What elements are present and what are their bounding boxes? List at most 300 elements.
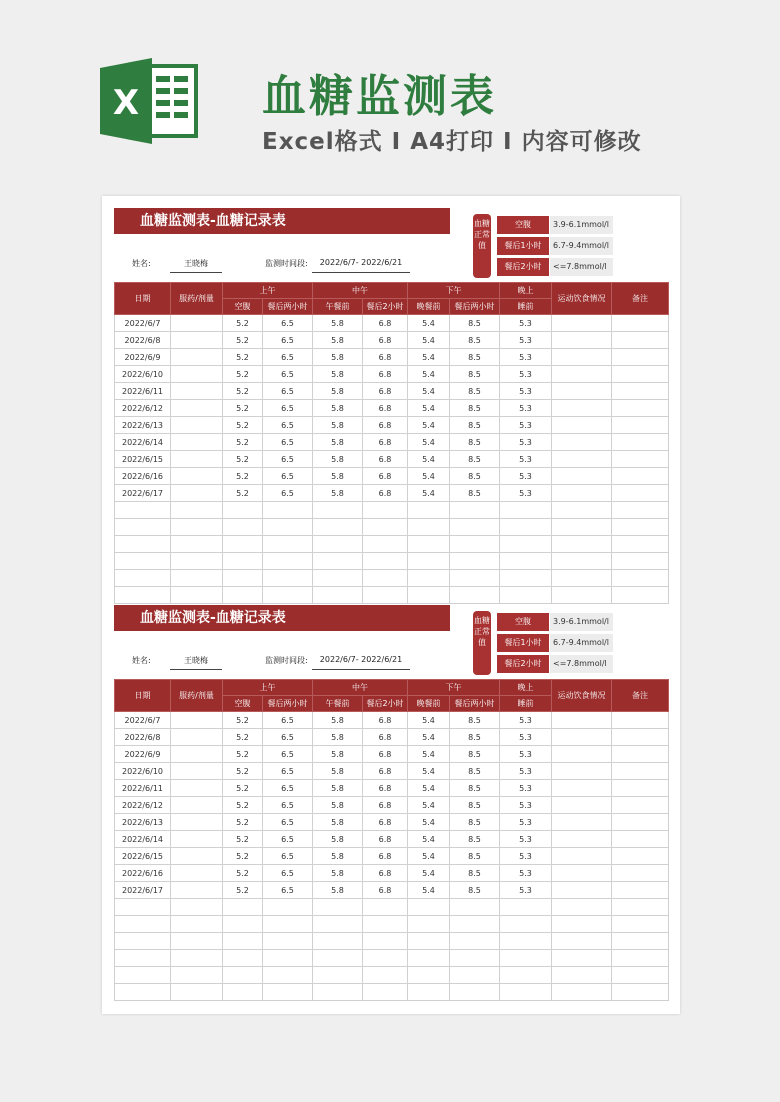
table-cell[interactable] <box>552 434 612 451</box>
table-cell[interactable] <box>313 950 363 967</box>
table-cell[interactable] <box>612 366 669 383</box>
table-cell[interactable]: 6.8 <box>363 865 408 882</box>
table-cell[interactable]: 6.8 <box>363 434 408 451</box>
table-cell[interactable] <box>223 502 263 519</box>
table-cell[interactable] <box>612 434 669 451</box>
table-cell[interactable]: 5.3 <box>500 400 552 417</box>
table-cell[interactable] <box>115 570 171 587</box>
table-cell[interactable]: 5.2 <box>223 434 263 451</box>
table-cell[interactable] <box>408 519 450 536</box>
table-cell[interactable] <box>612 882 669 899</box>
table-cell[interactable] <box>115 553 171 570</box>
table-cell[interactable] <box>223 950 263 967</box>
table-cell[interactable] <box>552 763 612 780</box>
table-cell[interactable] <box>552 570 612 587</box>
table-cell[interactable]: 6.8 <box>363 485 408 502</box>
table-cell[interactable] <box>363 967 408 984</box>
table-cell[interactable] <box>612 729 669 746</box>
table-cell[interactable] <box>263 967 313 984</box>
table-cell[interactable]: 8.5 <box>450 865 500 882</box>
table-cell[interactable] <box>171 899 223 916</box>
table-cell[interactable] <box>612 984 669 1001</box>
table-cell[interactable] <box>363 519 408 536</box>
table-cell[interactable] <box>313 502 363 519</box>
table-cell[interactable]: 5.4 <box>408 400 450 417</box>
table-cell[interactable]: 6.5 <box>263 485 313 502</box>
table-cell[interactable] <box>223 899 263 916</box>
table-cell[interactable] <box>450 519 500 536</box>
table-cell[interactable]: 5.8 <box>313 729 363 746</box>
table-cell[interactable]: 5.4 <box>408 349 450 366</box>
table-cell[interactable] <box>612 933 669 950</box>
table-cell[interactable]: 6.8 <box>363 366 408 383</box>
table-cell[interactable]: 6.8 <box>363 729 408 746</box>
table-cell[interactable]: 6.8 <box>363 349 408 366</box>
table-cell[interactable] <box>263 916 313 933</box>
table-cell[interactable] <box>612 865 669 882</box>
table-cell[interactable]: 6.5 <box>263 882 313 899</box>
table-cell[interactable]: 5.3 <box>500 831 552 848</box>
table-cell[interactable] <box>612 451 669 468</box>
table-cell[interactable]: 5.8 <box>313 315 363 332</box>
table-cell[interactable] <box>363 553 408 570</box>
table-cell[interactable] <box>552 502 612 519</box>
table-cell[interactable] <box>171 383 223 400</box>
table-cell[interactable] <box>552 967 612 984</box>
table-cell[interactable]: 5.2 <box>223 729 263 746</box>
table-cell[interactable] <box>612 400 669 417</box>
table-cell[interactable] <box>500 502 552 519</box>
table-cell[interactable] <box>171 712 223 729</box>
table-cell[interactable] <box>450 984 500 1001</box>
table-cell[interactable]: 5.8 <box>313 763 363 780</box>
table-cell[interactable]: 5.2 <box>223 882 263 899</box>
table-cell[interactable]: 8.5 <box>450 468 500 485</box>
table-cell[interactable]: 5.3 <box>500 882 552 899</box>
table-cell[interactable] <box>115 984 171 1001</box>
table-cell[interactable]: 6.8 <box>363 451 408 468</box>
table-cell[interactable]: 2022/6/9 <box>115 746 171 763</box>
table-cell[interactable] <box>612 746 669 763</box>
table-cell[interactable]: 8.5 <box>450 814 500 831</box>
table-cell[interactable]: 5.2 <box>223 763 263 780</box>
table-cell[interactable]: 2022/6/14 <box>115 831 171 848</box>
table-cell[interactable] <box>171 763 223 780</box>
name-value[interactable]: 王晓梅 <box>184 656 208 665</box>
table-cell[interactable] <box>115 519 171 536</box>
table-cell[interactable] <box>171 780 223 797</box>
table-cell[interactable] <box>115 536 171 553</box>
table-cell[interactable] <box>552 950 612 967</box>
table-cell[interactable] <box>263 536 313 553</box>
table-cell[interactable] <box>171 746 223 763</box>
table-cell[interactable]: 6.5 <box>263 417 313 434</box>
table-cell[interactable] <box>408 553 450 570</box>
table-cell[interactable] <box>612 536 669 553</box>
table-cell[interactable]: 5.4 <box>408 434 450 451</box>
table-cell[interactable]: 5.3 <box>500 417 552 434</box>
table-cell[interactable] <box>408 570 450 587</box>
table-cell[interactable]: 6.5 <box>263 848 313 865</box>
table-cell[interactable] <box>171 332 223 349</box>
table-cell[interactable]: 5.3 <box>500 763 552 780</box>
table-cell[interactable]: 6.5 <box>263 332 313 349</box>
table-cell[interactable]: 5.2 <box>223 349 263 366</box>
table-cell[interactable]: 6.5 <box>263 746 313 763</box>
table-cell[interactable] <box>552 933 612 950</box>
table-cell[interactable] <box>313 967 363 984</box>
table-cell[interactable] <box>612 519 669 536</box>
table-cell[interactable] <box>450 502 500 519</box>
table-cell[interactable]: 5.4 <box>408 315 450 332</box>
table-cell[interactable]: 8.5 <box>450 417 500 434</box>
table-cell[interactable] <box>223 570 263 587</box>
table-cell[interactable] <box>552 451 612 468</box>
table-cell[interactable]: 6.8 <box>363 763 408 780</box>
table-cell[interactable]: 5.4 <box>408 797 450 814</box>
table-cell[interactable] <box>363 502 408 519</box>
table-cell[interactable] <box>612 712 669 729</box>
table-cell[interactable] <box>500 899 552 916</box>
table-cell[interactable]: 6.5 <box>263 712 313 729</box>
table-cell[interactable] <box>223 967 263 984</box>
table-cell[interactable] <box>171 916 223 933</box>
table-cell[interactable] <box>552 916 612 933</box>
table-cell[interactable]: 2022/6/8 <box>115 332 171 349</box>
table-cell[interactable]: 5.3 <box>500 865 552 882</box>
table-cell[interactable]: 5.2 <box>223 797 263 814</box>
table-cell[interactable]: 6.8 <box>363 814 408 831</box>
table-cell[interactable] <box>450 967 500 984</box>
table-cell[interactable]: 2022/6/16 <box>115 468 171 485</box>
table-cell[interactable]: 2022/6/15 <box>115 848 171 865</box>
table-cell[interactable]: 5.4 <box>408 831 450 848</box>
table-cell[interactable] <box>612 502 669 519</box>
table-cell[interactable]: 5.2 <box>223 332 263 349</box>
table-cell[interactable]: 2022/6/10 <box>115 763 171 780</box>
table-cell[interactable] <box>552 519 612 536</box>
table-cell[interactable]: 5.8 <box>313 780 363 797</box>
table-cell[interactable]: 8.5 <box>450 451 500 468</box>
table-cell[interactable] <box>450 950 500 967</box>
table-cell[interactable] <box>552 848 612 865</box>
table-cell[interactable] <box>363 950 408 967</box>
table-cell[interactable]: 5.2 <box>223 383 263 400</box>
table-cell[interactable]: 8.5 <box>450 831 500 848</box>
table-cell[interactable] <box>363 933 408 950</box>
table-cell[interactable] <box>171 729 223 746</box>
table-cell[interactable] <box>552 831 612 848</box>
table-cell[interactable] <box>500 984 552 1001</box>
table-cell[interactable] <box>612 485 669 502</box>
table-cell[interactable]: 2022/6/15 <box>115 451 171 468</box>
table-cell[interactable] <box>612 763 669 780</box>
table-cell[interactable]: 5.3 <box>500 383 552 400</box>
table-cell[interactable] <box>450 899 500 916</box>
table-cell[interactable]: 6.5 <box>263 400 313 417</box>
table-cell[interactable] <box>171 933 223 950</box>
table-cell[interactable] <box>171 967 223 984</box>
table-cell[interactable] <box>223 536 263 553</box>
table-cell[interactable]: 6.8 <box>363 383 408 400</box>
table-cell[interactable] <box>313 933 363 950</box>
table-cell[interactable]: 5.2 <box>223 485 263 502</box>
table-cell[interactable] <box>171 417 223 434</box>
table-cell[interactable]: 6.8 <box>363 882 408 899</box>
table-cell[interactable] <box>408 916 450 933</box>
table-cell[interactable]: 6.5 <box>263 729 313 746</box>
table-cell[interactable]: 8.5 <box>450 332 500 349</box>
table-cell[interactable]: 2022/6/9 <box>115 349 171 366</box>
table-cell[interactable] <box>223 916 263 933</box>
table-cell[interactable]: 6.5 <box>263 349 313 366</box>
table-cell[interactable] <box>552 400 612 417</box>
table-cell[interactable] <box>263 984 313 1001</box>
table-cell[interactable] <box>612 468 669 485</box>
table-cell[interactable] <box>552 417 612 434</box>
table-cell[interactable]: 5.8 <box>313 332 363 349</box>
table-cell[interactable]: 5.4 <box>408 763 450 780</box>
table-cell[interactable] <box>313 984 363 1001</box>
table-cell[interactable]: 8.5 <box>450 797 500 814</box>
table-cell[interactable]: 5.8 <box>313 712 363 729</box>
table-cell[interactable]: 5.2 <box>223 468 263 485</box>
table-cell[interactable] <box>171 315 223 332</box>
table-cell[interactable] <box>612 814 669 831</box>
table-cell[interactable]: 6.8 <box>363 712 408 729</box>
table-cell[interactable] <box>612 417 669 434</box>
table-cell[interactable]: 5.4 <box>408 332 450 349</box>
table-cell[interactable]: 5.3 <box>500 729 552 746</box>
table-cell[interactable] <box>500 950 552 967</box>
table-cell[interactable]: 5.4 <box>408 712 450 729</box>
table-cell[interactable] <box>612 967 669 984</box>
table-cell[interactable]: 5.4 <box>408 468 450 485</box>
table-cell[interactable] <box>171 400 223 417</box>
table-cell[interactable] <box>552 315 612 332</box>
table-cell[interactable]: 8.5 <box>450 848 500 865</box>
table-cell[interactable] <box>171 366 223 383</box>
table-cell[interactable]: 5.3 <box>500 712 552 729</box>
table-cell[interactable]: 5.2 <box>223 366 263 383</box>
table-cell[interactable]: 8.5 <box>450 729 500 746</box>
table-cell[interactable]: 5.8 <box>313 400 363 417</box>
table-cell[interactable] <box>612 848 669 865</box>
table-cell[interactable] <box>552 349 612 366</box>
table-cell[interactable]: 5.3 <box>500 468 552 485</box>
table-cell[interactable] <box>313 916 363 933</box>
table-cell[interactable] <box>612 831 669 848</box>
table-cell[interactable] <box>408 536 450 553</box>
table-cell[interactable]: 5.3 <box>500 434 552 451</box>
table-cell[interactable] <box>552 712 612 729</box>
table-cell[interactable] <box>612 553 669 570</box>
table-cell[interactable]: 8.5 <box>450 485 500 502</box>
table-cell[interactable] <box>500 916 552 933</box>
table-cell[interactable]: 5.4 <box>408 746 450 763</box>
table-cell[interactable] <box>263 570 313 587</box>
table-cell[interactable]: 6.8 <box>363 831 408 848</box>
table-cell[interactable]: 5.2 <box>223 865 263 882</box>
table-cell[interactable] <box>115 950 171 967</box>
table-cell[interactable] <box>552 780 612 797</box>
table-cell[interactable]: 2022/6/12 <box>115 400 171 417</box>
table-cell[interactable] <box>500 519 552 536</box>
table-cell[interactable] <box>408 984 450 1001</box>
table-cell[interactable] <box>223 984 263 1001</box>
table-cell[interactable]: 5.8 <box>313 848 363 865</box>
table-cell[interactable] <box>552 536 612 553</box>
table-cell[interactable]: 5.8 <box>313 831 363 848</box>
table-cell[interactable] <box>263 519 313 536</box>
table-cell[interactable] <box>552 899 612 916</box>
table-cell[interactable]: 6.5 <box>263 797 313 814</box>
table-cell[interactable] <box>408 502 450 519</box>
table-cell[interactable] <box>552 814 612 831</box>
table-cell[interactable]: 2022/6/8 <box>115 729 171 746</box>
table-cell[interactable]: 5.4 <box>408 729 450 746</box>
table-cell[interactable]: 6.5 <box>263 315 313 332</box>
table-cell[interactable]: 8.5 <box>450 349 500 366</box>
table-cell[interactable] <box>171 570 223 587</box>
table-cell[interactable]: 8.5 <box>450 400 500 417</box>
table-cell[interactable] <box>552 746 612 763</box>
table-cell[interactable] <box>612 780 669 797</box>
table-cell[interactable] <box>263 502 313 519</box>
table-cell[interactable] <box>500 967 552 984</box>
table-cell[interactable]: 6.5 <box>263 366 313 383</box>
table-cell[interactable]: 6.5 <box>263 865 313 882</box>
table-cell[interactable]: 5.3 <box>500 366 552 383</box>
table-cell[interactable] <box>450 933 500 950</box>
table-cell[interactable]: 5.2 <box>223 417 263 434</box>
table-cell[interactable]: 2022/6/14 <box>115 434 171 451</box>
table-cell[interactable] <box>263 933 313 950</box>
table-cell[interactable] <box>500 933 552 950</box>
table-cell[interactable]: 5.4 <box>408 882 450 899</box>
table-cell[interactable]: 2022/6/17 <box>115 485 171 502</box>
table-cell[interactable] <box>363 536 408 553</box>
table-cell[interactable] <box>171 349 223 366</box>
table-cell[interactable] <box>450 916 500 933</box>
table-cell[interactable]: 6.5 <box>263 763 313 780</box>
table-cell[interactable] <box>408 950 450 967</box>
table-cell[interactable] <box>171 950 223 967</box>
table-cell[interactable]: 6.5 <box>263 383 313 400</box>
table-cell[interactable] <box>552 729 612 746</box>
table-cell[interactable]: 5.8 <box>313 814 363 831</box>
table-cell[interactable] <box>171 502 223 519</box>
table-cell[interactable]: 6.5 <box>263 831 313 848</box>
table-cell[interactable]: 8.5 <box>450 434 500 451</box>
table-cell[interactable]: 8.5 <box>450 746 500 763</box>
table-cell[interactable] <box>171 797 223 814</box>
table-cell[interactable]: 5.8 <box>313 434 363 451</box>
table-cell[interactable]: 5.8 <box>313 468 363 485</box>
table-cell[interactable]: 2022/6/17 <box>115 882 171 899</box>
table-cell[interactable]: 5.3 <box>500 451 552 468</box>
table-cell[interactable]: 5.2 <box>223 315 263 332</box>
table-cell[interactable]: 5.4 <box>408 383 450 400</box>
table-cell[interactable]: 6.8 <box>363 332 408 349</box>
table-cell[interactable] <box>552 366 612 383</box>
table-cell[interactable]: 5.2 <box>223 451 263 468</box>
table-cell[interactable]: 8.5 <box>450 315 500 332</box>
table-cell[interactable] <box>500 536 552 553</box>
table-cell[interactable] <box>115 967 171 984</box>
table-cell[interactable] <box>552 468 612 485</box>
table-cell[interactable]: 5.4 <box>408 814 450 831</box>
table-cell[interactable] <box>552 485 612 502</box>
table-cell[interactable] <box>552 383 612 400</box>
period-value[interactable]: 2022/6/7- 2022/6/21 <box>319 655 403 664</box>
table-cell[interactable]: 5.4 <box>408 417 450 434</box>
table-cell[interactable]: 8.5 <box>450 712 500 729</box>
table-cell[interactable] <box>450 553 500 570</box>
table-cell[interactable]: 5.2 <box>223 746 263 763</box>
table-cell[interactable]: 5.8 <box>313 797 363 814</box>
table-cell[interactable]: 5.2 <box>223 712 263 729</box>
table-cell[interactable] <box>171 536 223 553</box>
table-cell[interactable]: 8.5 <box>450 383 500 400</box>
table-cell[interactable]: 5.3 <box>500 315 552 332</box>
table-cell[interactable] <box>500 553 552 570</box>
table-cell[interactable] <box>171 882 223 899</box>
table-cell[interactable]: 5.2 <box>223 780 263 797</box>
table-cell[interactable]: 2022/6/7 <box>115 712 171 729</box>
table-cell[interactable] <box>171 468 223 485</box>
table-cell[interactable]: 5.4 <box>408 366 450 383</box>
table-cell[interactable]: 6.8 <box>363 315 408 332</box>
table-cell[interactable] <box>171 865 223 882</box>
table-cell[interactable]: 5.8 <box>313 366 363 383</box>
table-cell[interactable]: 2022/6/10 <box>115 366 171 383</box>
table-cell[interactable] <box>171 831 223 848</box>
table-cell[interactable] <box>363 570 408 587</box>
table-cell[interactable] <box>363 899 408 916</box>
table-cell[interactable]: 8.5 <box>450 366 500 383</box>
table-cell[interactable]: 5.2 <box>223 848 263 865</box>
table-cell[interactable]: 6.8 <box>363 780 408 797</box>
table-cell[interactable]: 5.3 <box>500 780 552 797</box>
table-cell[interactable]: 6.8 <box>363 746 408 763</box>
table-cell[interactable] <box>552 882 612 899</box>
table-cell[interactable] <box>408 933 450 950</box>
table-cell[interactable]: 2022/6/7 <box>115 315 171 332</box>
table-cell[interactable]: 5.8 <box>313 746 363 763</box>
table-cell[interactable]: 5.3 <box>500 332 552 349</box>
table-cell[interactable]: 5.3 <box>500 485 552 502</box>
table-cell[interactable]: 5.3 <box>500 814 552 831</box>
table-cell[interactable]: 5.8 <box>313 882 363 899</box>
table-cell[interactable] <box>363 916 408 933</box>
name-value[interactable]: 王晓梅 <box>184 259 208 268</box>
table-cell[interactable]: 5.2 <box>223 400 263 417</box>
table-cell[interactable]: 2022/6/13 <box>115 417 171 434</box>
table-cell[interactable]: 2022/6/11 <box>115 383 171 400</box>
table-cell[interactable]: 6.8 <box>363 468 408 485</box>
table-cell[interactable]: 5.3 <box>500 797 552 814</box>
table-cell[interactable]: 8.5 <box>450 882 500 899</box>
table-cell[interactable]: 5.8 <box>313 383 363 400</box>
table-cell[interactable] <box>408 899 450 916</box>
table-cell[interactable]: 2022/6/11 <box>115 780 171 797</box>
table-cell[interactable] <box>552 553 612 570</box>
table-cell[interactable]: 5.8 <box>313 349 363 366</box>
table-cell[interactable]: 2022/6/13 <box>115 814 171 831</box>
table-cell[interactable]: 5.4 <box>408 848 450 865</box>
table-cell[interactable] <box>313 899 363 916</box>
